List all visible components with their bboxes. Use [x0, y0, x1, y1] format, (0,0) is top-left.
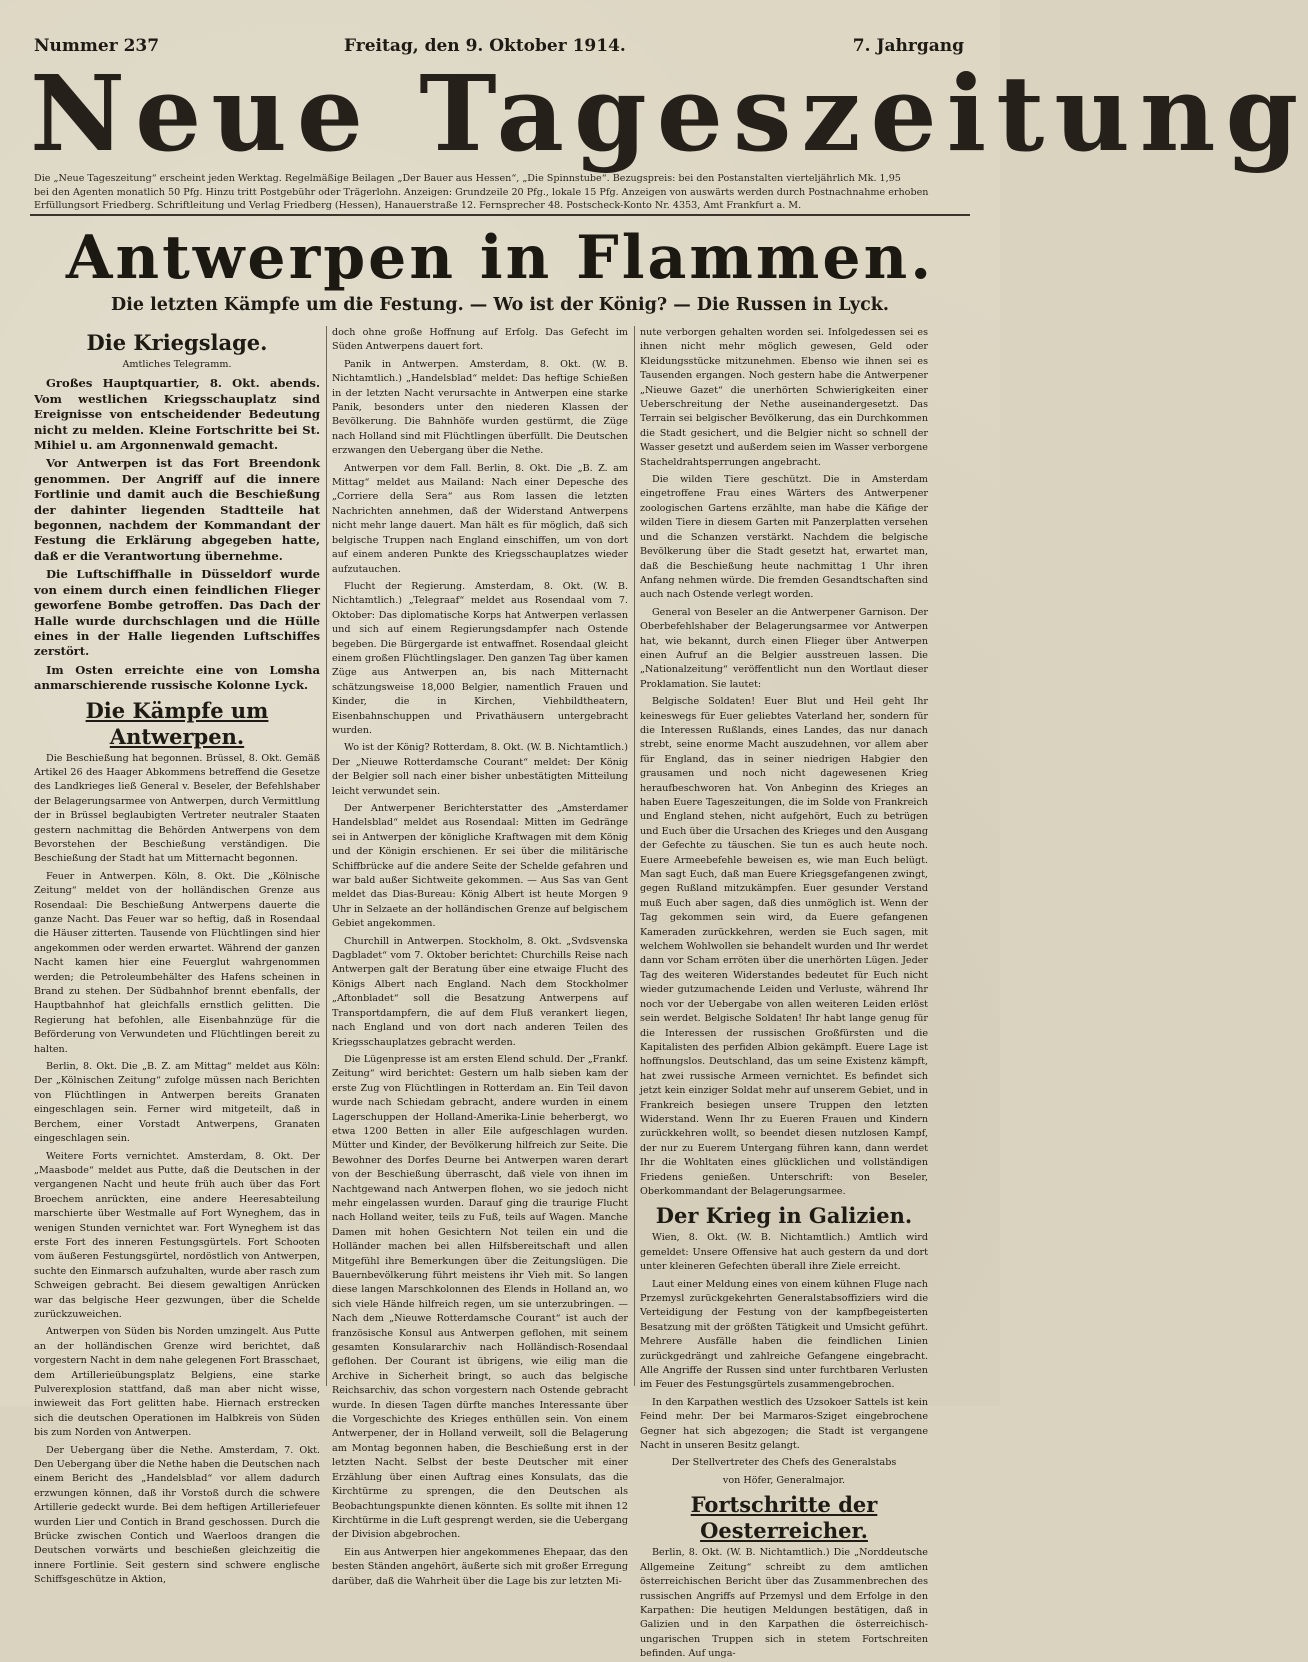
article-paragraph: Im Osten erreichte eine von Lomsha anmarschierende russische Kolonne Lyck.: [34, 662, 320, 693]
section-title-kriegslage: Die Kriegslage.: [86, 330, 268, 355]
article-paragraph: Der Antwerpener Berichterstatter des „Amsterdamer Handelsblad“ meldet aus Rosendaal: Mitten im Gedränge sei in Antwerpen der königliche Kraftwagen mit dem König und der Königin erschienen. Er sei über die militärische Schiffbrücke auf die andere Seite der Schelde gefahren und war bald außer Sichtweite gekommen. — Aus Sas van Gent meldet das Dias-Bureau: König Albert ist heute Morgen 9 Uhr in Selzaete an der holländischen Grenze auf belgischem Gebiet angekommen.: [332, 803, 628, 930]
section-title-oesterreicher: Fortschritte der Oesterreicher.: [690, 1492, 878, 1544]
section-title-galizien: Der Krieg in Galizien.: [655, 1203, 913, 1229]
column-3: [640, 326, 928, 1660]
volume-number: 7. Jahrgang: [852, 36, 964, 56]
column-1: [34, 326, 320, 1586]
header-rule: [30, 214, 970, 216]
publisher-info-line: Erfüllungsort Friedberg. Schriftleitung und Verlag Friedberg (Hessen), Hanauerstraße 12. Fernsprecher 48. Postscheck-Konto Nr. 4353, Amt Frankfurt a. M.: [34, 200, 802, 211]
article-paragraph: Vor Antwerpen ist das Fort Breendonk genommen. Der Angriff auf die innere Fortlinie und damit auch die Beschießung der dahinter liegenden Stadtteile hat begonnen, nachdem der Kommandant der Festung die Erklärung abgegeben hatte, daß er die Verantwortung übernehme.: [34, 456, 320, 563]
article-paragraph: Flucht der Regierung. Amsterdam, 8. Okt. (W. B. Nichtamtlich.) „Telegraaf“ meldet aus Rosendaal vom 7. Oktober: Das diplomatische Korps hat Antwerpen verlassen und sich auf einem Regierungsdampfer nach Ostende begeben. Die Bürgergarde ist entwaffnet. Rosendaal gleicht einem großen Flüchtlingslager. Den ganzen Tag über kamen Züge aus Antwerpen an, bis nach Mitternacht schätzungsweise 18,000 Belgier, namentlich Frauen und Kinder, die in Kirchen, Viehbildtheatern, Eisenbahnschuppen und Privathäusern untergebracht wurden.: [332, 580, 628, 736]
article-paragraph: Die Lügenpresse ist am ersten Elend schuld. Der „Frankf. Zeitung“ wird berichtet: Gestern um halb sieben kam der erste Zug von Flüchtlingen in Rotterdam an. Ein Teil davon wurde nach Schiedam gebracht, andere wurden in einem Lagerschuppen der Holland-Amerika-Linie beherbergt, wo etwa 1200 Betten in aller Eile aufgeschlagen wurden. Mütter und Kinder, der Bevölkerung hilfreich zur Seite. Die Bewohner des Dorfes Deurne bei Antwerpen waren derart von der Beschießung überrascht, daß viele von ihnen im Nachtgewand nach Antwerpen flohen, wo sie jedoch nicht mehr eingelassen wurden. Darauf ging die traurige Flucht nach Holland weiter, teils zu Fuß, teils auf Wagen. Manche Damen mit hohen Gesichtern Not teilen ein und die Holländer machen bei allen Hilfsbereitschaft und allen Mitgefühl ihre Bemerkungen über die Zeitungslügen. Die Bauernbevölkerung führt meistens ihr Vieh mit. So langen diese langen Marschkolonnen des Elends in Holland an, wo sich viele Hände hilfreich regen, um sie unterzubringen. — Nach dem „Nieuwe Rotterdamsche Courant“ ist auch der französische Konsul aus Antwerpen geflohen, mit seinem gesamten Konsulararchiv nach Holländisch-Rosendaal geflohen. Der Courant ist übrigens, wie eilig man die Archive in Sicherheit bringt, so auch das belgische Reichsarchiv, das schon vorgestern nach Ostende gebracht wurde. In diesen Tagen dürfte manches Interessante über die Vorgeschichte des Krieges enthüllen sein. Von einem Antwerpener, der in Holland verweilt, soll die Belagerung am Montag begonnen haben, die Beschießung erst in der letzten Nacht. Selbst der beste Deutscher mit einer Erzählung über einen Auftrag eines Konsulats, das die Kirchtürme zu sprengen, die den Deutschen als Beobachtungspunkte dienen könnten. Es sollte mit ihnen 12 Kirchtürme in die Luft gesprengt werden, sie die Uebergang der Division abgebrochen.: [332, 1053, 629, 1541]
column-divider: [634, 326, 635, 1386]
section-title-kaempfe: Die Kämpfe um Antwerpen.: [85, 697, 269, 749]
article-paragraph: Die Luftschiffhalle in Düsseldorf wurde von einem durch einen feindlichen Flieger geworfene Bombe getroffen. Das Dach der Halle wurde durchschlagen und die Hülle eines in der Halle liegenden Luftschiffes zerstört.: [34, 567, 320, 659]
sub-headline: Die letzten Kämpfe um die Festung. — Wo ist der König? — Die Russen in Lyck.: [111, 295, 889, 315]
article-paragraph: Laut einer Meldung eines von einem kühnen Fluge nach Przemysl zurückgekehrten Generalstabsoffiziers wird die Verteidigung der Festung von der kampfbegeisterten Besatzung mit der größten Tätigkeit und Umsicht geführt. Mehrere Ausfälle haben die feindlichen Linien zurückgedrängt und zahlreiche Gefangene eingebracht. Alle Angriffe der Russen sind unter furchtbaren Verlusten im Feuer des Festungsgürtels zusammengebrochen.: [640, 1278, 928, 1391]
publisher-info-line: bei den Agenten monatlich 50 Pfg. Hinzu tritt Postgebühr oder Trägerlohn. Anzeigen: Grundzeile 20 Pfg., lokale 15 Pfg. Anzeigen von auswärts werden durch Postnachnahme erhoben: [34, 186, 929, 198]
section-note: Amtliches Telegramm.: [122, 359, 232, 370]
article-paragraph: Feuer in Antwerpen. Köln, 8. Okt. Die „Kölnische Zeitung“ meldet von der holländischen Grenze aus Rosendaal: Die Beschießung Antwerpens dauerte die ganze Nacht. Das Feuer war so heftig, daß in Rosendaal die Häuser zitterten. Tausende von Flüchtlingen sind hier angekommen oder werden erwartet. Während der ganzen Nacht kamen hier eine Feuerglut wahrgenommen werden; die Petroleumbehälter des Hafens scheinen in Brand zu stehen. Der Südbahnhof brennt ebenfalls, der Hauptbahnhof hat gleichfalls ernstlich gelitten. Die Regierung hat befohlen, alle Eisenbahnzüge für die Beförderung von Verwundeten und Flüchtlingen bereit zu halten.: [34, 870, 320, 1055]
article-paragraph: Großes Hauptquartier, 8. Okt. abends. Vom westlichen Kriegsschauplatz sind Ereignisse von entscheidender Bedeutung nicht zu melden. Kleine Fortschritte bei St. Mihiel u. am Argonnenwald gemacht.: [34, 376, 320, 453]
article-paragraph: Antwerpen von Süden bis Norden umzingelt. Aus Putte an der holländischen Grenze wird berichtet, daß vorgestern Nacht in dem nahe gelegenen Fort Brasschaet, dem Artillerieübungsplatz Belgiens, eine starke Pulverexplosion stattfand, daß man aber nicht wisse, inwieweit das Fort gelitten habe. Hiernach erstrecken sich die deutschen Operationen im Halbkreis von Süden bis zum Norden von Antwerpen.: [34, 1326, 320, 1439]
signature-line: Der Stellvertreter des Chefs des Generalstabs: [671, 1457, 897, 1469]
article-paragraph: Die Beschießung hat begonnen. Brüssel, 8. Okt. Gemäß Artikel 26 des Haager Abkommens betreffend die Gesetze des Landkrieges ließ General v. Beseler, der Befehlshaber der Belagerungsarmee von Antwerpen, durch Vermittlung der in Brüssel beglaubigten Vertreter neutraler Staaten gestern nachmittag die Behörden Antwerpens von dem Bevorstehen der Beschießung verständigen. Die Beschießung der Stadt hat um Mitternacht begonnen.: [34, 752, 320, 865]
signature-line: von Höfer, Generalmajor.: [722, 1474, 846, 1486]
article-paragraph: doch ohne große Hoffnung auf Erfolg. Das Gefecht im Süden Antwerpens dauert fort.: [332, 327, 628, 353]
article-paragraph: Wo ist der König? Rotterdam, 8. Okt. (W. B. Nichtamtlich.) Der „Nieuwe Rotterdamsche Courant“ meldet: Der König der Belgier soll nach einer bisher unbestätigten Mitteilung leicht verwundet sein.: [332, 742, 628, 797]
issue-number: Nummer 237: [34, 36, 160, 56]
article-paragraph: Weitere Forts vernichtet. Amsterdam, 8. Okt. Der „Maasbode“ meldet aus Putte, daß die Deutschen in der vergangenen Nacht und heute früh auch über das Fort Broechem anrückten, eine andere Heeresabteilung marschierte über Westmalle auf Fort Wyneghem, das in wenigen Stunden vernichtet war. Fort Wyneghem ist das erste Fort des inneren Festungsgürtels. Fort Schooten vom äußeren Festungsgürtel, nordöstlich von Antwerpen, suchte den Einmarsch aufzuhalten, wurde aber rasch zum Schweigen gebracht. Bei diesem gewaltigen Anrücken war das belgische Heer gezwungen, über die Schelde zurückzuweichen.: [34, 1150, 320, 1320]
article-paragraph: Panik in Antwerpen. Amsterdam, 8. Okt. (W. B. Nichtamtlich.) „Handelsblad“ meldet: Das heftige Schießen in der letzten Nacht verursachte in Antwerpen eine starke Panik, besonders unter den niederen Klassen der Bevölkerung. Die Bahnhöfe wurden gestürmt, die Züge nach Holland sind mit Flüchtlingen überfüllt. Die Deutschen erzwangen den Uebergang über die Nethe.: [332, 358, 628, 457]
issue-date: Freitag, den 9. Oktober 1914.: [344, 36, 626, 56]
article-paragraph: Antwerpen vor dem Fall. Berlin, 8. Okt. Die „B. Z. am Mittag“ meldet aus Mailand: Nach einer Depesche des „Corriere della Sera“ aus Rom lassen die letzten Nachrichten annehmen, daß der Widerstand Antwerpens nicht mehr lange dauert. Man hält es für möglich, daß sich belgische Truppen nach England einschiffen, um von dort auf einem anderen Punkte des Kriegsschauplatzes wieder aufzutauchen.: [332, 462, 628, 575]
article-paragraph: Churchill in Antwerpen. Stockholm, 8. Okt. „Svdsvenska Dagbladet“ vom 7. Oktober berichtet: Churchills Reise nach Antwerpen galt der Beratung über eine etwaige Flucht des Königs Albert nach England. Nach dem Stockholmer „Aftonbladet“ soll die Besatzung Antwerpens auf Transportdampfern, die auf dem Fluß verankert liegen, nach England und von dort nach anderen Teilen des Kriegsschauplatzes gebracht werden.: [332, 935, 628, 1048]
article-paragraph: Belgische Soldaten! Euer Blut und Heil geht Ihr keineswegs für Euer geliebtes Vaterland her, sondern für die Interessen Rußlands, eines Landes, das nur danach strebt, seine enorme Macht auszudehnen, vor allem aber für England, das in seiner niedrigen Habgier den grausamen und noch nicht dagewesenen Krieg heraufbeschworen hat. Von Anbeginn des Krieges an haben Euere Tageszeitungen, die im Solde von Frankreich und England stehen, nicht aufgehört, Euch zu betrügen und Euch über die Ursachen des Krieges und den Ausgang der Gefechte zu täuschen. Sie tun es auch heute noch. Euere Armeebefehle beweisen es, wie man Euch belügt. Man sagt Euch, daß man Euere Kriegsgefangenen zwingt, gegen Rußland mitzukämpfen. Euer gesunder Verstand muß Euch aber sagen, daß dies unmöglich ist. Wenn der Tag gekommen sein wird, da Euere gefangenen Kameraden zurückkehren, werden sie Euch sagen, mit welchem Wohlwollen sie behandelt wurden und Ihr werdet dann vor Scham erröten über die unerhörten Lügen. Jeder Tag des weiteren Widerstandes bedeutet für Euch nicht wieder gutzumachende Leiden und Verluste, während Ihr noch vor der Uebergabe von allen weiteren Leiden erlöst sein werdet. Belgische Soldaten! Ihr habt lange genug für die Interessen der russischen Großfürsten und die Kapitalisten des perfiden Albion gekämpft. Euere Lage ist hoffnungslos. Deutschland, das um seine Existenz kämpft, hat zwei russische Armeen vernichtet. Es befindet sich jetzt kein einziger Soldat mehr auf unserem Gebiet, und in Frankreich besiegen unsere Truppen den letzten Widerstand. Wenn Ihr zu Eueren Frauen und Kindern zurückkehren wollt, so beendet diesen nutzlosen Kampf, der nur zu Euerem Untergang führen kann, dann werdet Ihr die Wohltaten eines glücklichen und vollständigen Friedens genießen. Unterschrift: von Beseler, Oberkommandant der Belagerungsarmee.: [640, 696, 928, 1197]
article-paragraph: General von Beseler an die Antwerpener Garnison. Der Oberbefehlshaber der Belagerungsarmee vor Antwerpen hat, wie bekannt, durch einen Flieger über Antwerpen einen Aufruf an die Belgier ausstreuen lassen. Die „Nationalzeitung“ veröffentlicht nun den Wortlaut dieser Proklamation. Sie lautet:: [640, 606, 928, 690]
publisher-info: [34, 172, 966, 213]
column-divider: [326, 326, 327, 1386]
main-headline: Antwerpen in Flammen.: [65, 223, 935, 293]
article-paragraph: Berlin, 8. Okt. Die „B. Z. am Mittag“ meldet aus Köln: Der „Kölnischen Zeitung“ zufolge müssen nach Berichten von Flüchtlingen in Antwerpen bereits Granaten eingeschlagen sein. Ferner wird mitgeteilt, daß in Berchem, einer Vorstadt Antwerpens, Granaten eingeschlagen sein.: [34, 1061, 320, 1145]
article-paragraph: Ein aus Antwerpen hier angekommenes Ehepaar, das den besten Ständen angehört, äußerte sich mit großer Erregung darüber, daß die Wahrheit über die Lage bis zur letzten Mi-: [332, 1546, 628, 1587]
article-paragraph: Wien, 8. Okt. (W. B. Nichtamtlich.) Amtlich wird gemeldet: Unsere Offensive hat auch gestern da und dort unter kleineren Gefechten überall ihre Ziele erreicht.: [640, 1232, 928, 1273]
article-paragraph: Der Uebergang über die Nethe. Amsterdam, 7. Okt. Den Uebergang über die Nethe haben die Deutschen nach einem Bericht des „Handelsblad“ vor allem dadurch erzwungen können, daß ihr Vorstoß durch die schwere Artillerie gedeckt wurde. Bei dem heftigen Artilleriefeuer wurden Lier und Contich in Brand geschossen. Durch die Brücke zwischen Contich und Waerloos drangen die Deutschen vorwärts und beschießen gleichzeitig die innere Fortlinie. Seit gestern sind schwere englische Schiffsgeschütze in Aktion,: [34, 1444, 320, 1586]
newspaper-title: Neue Tageszeitung: [30, 52, 1308, 175]
publisher-info-line: Die „Neue Tageszeitung“ erscheint jeden Werktag. Regelmäßige Beilagen „Der Bauer aus Hessen“, „Die Spinnstube“. Bezugspreis: bei den Postanstalten vierteljährlich Mk. 1,95: [34, 173, 901, 184]
article-paragraph: Die wilden Tiere geschützt. Die in Amsterdam eingetroffene Frau eines Wärters des Antwerpener zoologischen Gartens erzählte, man habe die Käfige der wilden Tiere in diesem Garten mit Panzerplatten versehen und die Schanzen verstärkt. Nachdem die belgische Bevölkerung über die Stadt gesetzt hat, erwartet man, daß die Beschießung heute nachmittag 1 Uhr ihren Anfang nehmen würde. Die fremden Gesandtschaften sind auch nach Ostende verlegt worden.: [640, 474, 928, 601]
article-paragraph: In den Karpathen westlich des Uzsokoer Sattels ist kein Feind mehr. Der bei Marmaros-Sziget eingebrochene Gegner hat sich abgezogen; die Stadt ist vergangene Nacht in unseren Besitz gelangt.: [640, 1396, 928, 1452]
article-paragraph: Berlin, 8. Okt. (W. B. Nichtamtlich.) Die „Norddeutsche Allgemeine Zeitung“ schreibt zu dem amtlichen österreichischen Bericht über das Zusammenbrechen des russischen Angriffs auf Przemysl und dem Erfolge in den Karpathen: Die heutigen Meldungen bestätigen, daß in Galizien und in den Karpathen die österreichisch-ungarischen Truppen sich in stetem Fortschreiten befinden. Auf unga-: [640, 1547, 928, 1660]
article-paragraph: nute verborgen gehalten worden sei. Infolgedessen sei es ihnen nicht mehr möglich gewesen, Geld oder Kleidungsstücke mitzunehmen. Ebenso wie ihnen sei es Tausenden ergangen. Noch gestern habe die Antwerpener „Nieuwe Gazet“ die unerhörten Schwierigkeiten einer Ueberschreitung der Nethe auseinandergesetzt. Das Terrain sei belgischer Bevölkerung, das ein Durchkommen die Stadt gesichert, und die Belgier nicht so schnell der Wasser gesetzt und außerdem seien im Wasser verborgene Stacheldrahtsperrungen angebracht.: [640, 327, 928, 468]
column-2: [332, 326, 629, 1587]
